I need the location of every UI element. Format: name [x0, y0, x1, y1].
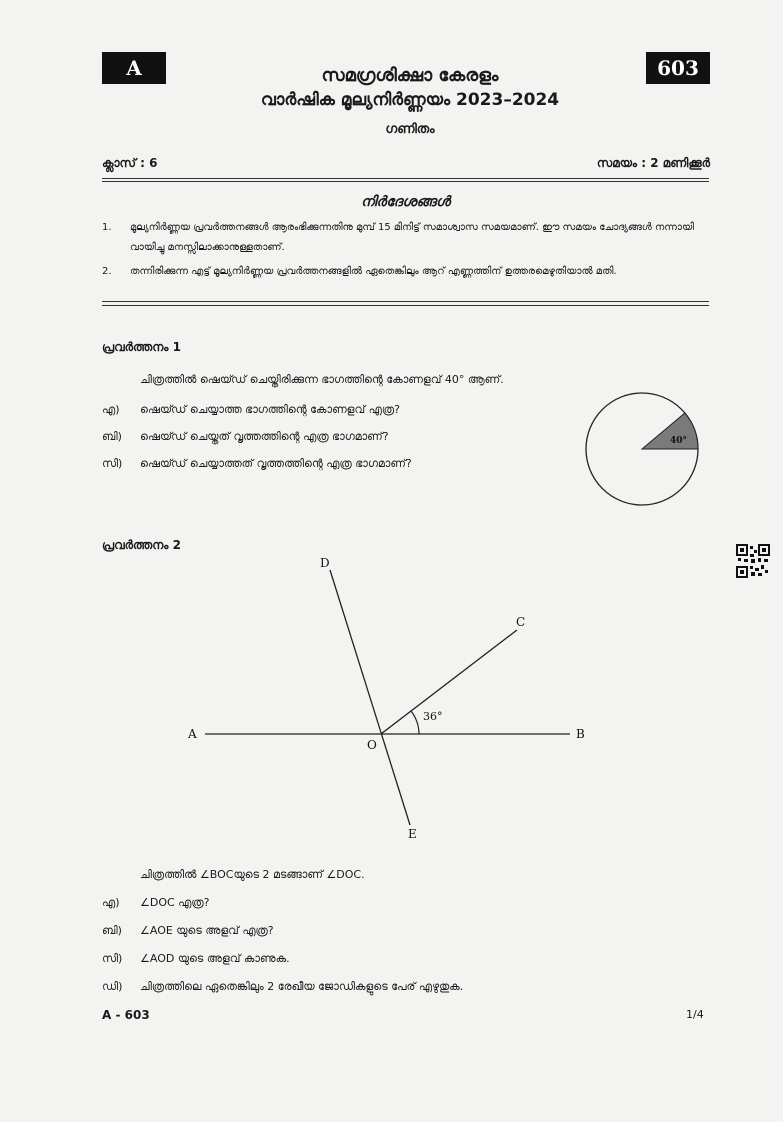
question-text: ∠AOD യുടെ അളവ് കാണുക.	[140, 952, 290, 965]
qr-code-icon	[736, 544, 770, 578]
question-item	[102, 980, 463, 994]
question-text: ഷെയ്ഡ് ചെയ്യാത്തത് വൃത്തത്തിന്റെ എത്ര ഭാഗമാണ്?	[140, 457, 412, 470]
instruction-number: 2.	[102, 266, 112, 277]
divider	[102, 178, 709, 179]
page-title: സമഗ്രശിക്ഷാ കേരളം	[321, 65, 499, 86]
subject-title: ഗണിതം	[385, 122, 435, 137]
question-label: സി)	[102, 952, 123, 965]
question-label: എ)	[102, 896, 120, 909]
point-d-label: D	[320, 556, 330, 570]
question-item	[102, 896, 209, 910]
divider	[102, 305, 709, 306]
question-item	[102, 430, 389, 444]
instruction-item	[102, 218, 709, 258]
point-e-label: E	[408, 827, 417, 841]
question-label: ബി)	[102, 430, 122, 443]
exam-title: വാർഷിക മൂല്യനിർണ്ണയം 2023–2024	[260, 90, 560, 110]
question-item	[102, 403, 400, 417]
question-text: ഷെയ്ഡ് ചെയ്തത് വൃത്തത്തിന്റെ എത്ര ഭാഗമാണ്?	[140, 430, 389, 443]
circle-figure	[580, 385, 705, 510]
instruction-text: മൂല്യനിർണ്ണയ പ്രവർത്തനങ്ങൾ ആരംഭിക്കുന്നതിനു മുമ്പ് 15 മിനിട്ട് സമാശ്വാസ സമയമാണ്. ഈ സമയം ചോദ്യങ്ങൾ നന്നായി വായിച്ചു മനസ്സിലാക്കാനുള്ളതാണ്.	[130, 222, 694, 253]
question-item	[102, 924, 274, 938]
instruction-item	[102, 262, 709, 282]
question-text: ഷെയ്ഡ് ചെയ്യാത്ത ഭാഗത്തിന്റെ കോണളവ് എത്ര?	[140, 403, 400, 416]
instruction-number: 1.	[102, 222, 112, 233]
question-item	[102, 952, 290, 966]
activity-2-intro: ചിത്രത്തിൽ ∠BOCയുടെ 2 മടങ്ങാണ് ∠DOC.	[140, 868, 365, 881]
divider	[102, 301, 709, 302]
question-label: സി)	[102, 457, 123, 470]
paper-code-badge-right: 603	[646, 52, 710, 84]
question-text: ∠AOE യുടെ അളവ് എത്ര?	[140, 924, 274, 937]
question-label: എ)	[102, 403, 120, 416]
point-a-label: A	[188, 727, 197, 741]
time-label: സമയം : 2 മണിക്കൂർ	[596, 156, 710, 170]
line-de	[330, 570, 410, 825]
footer-paper-code: A - 603	[102, 1008, 150, 1022]
angle-arc	[411, 711, 419, 734]
class-label: ക്ലാസ് : 6	[102, 156, 158, 170]
point-c-label: C	[516, 615, 526, 629]
divider	[102, 181, 709, 182]
activity-2-heading: പ്രവർത്തനം 2	[102, 538, 181, 552]
ray-oc	[381, 630, 517, 734]
activity-1-heading: പ്രവർത്തനം 1	[102, 340, 181, 354]
paper-code-badge-left: A	[102, 52, 166, 84]
question-item	[102, 457, 412, 471]
sector-angle-label: 40°	[670, 436, 688, 446]
angle-figure	[180, 550, 600, 850]
angle-label: 36°	[423, 710, 443, 723]
question-label: ഡി)	[102, 980, 123, 993]
instructions-heading: നിർദേശങ്ങൾ	[360, 194, 451, 210]
question-text: ചിത്രത്തിലെ ഏതെങ്കിലും 2 രേഖീയ ജോഡികളുടെ പേര് എഴുതുക.	[140, 980, 464, 993]
point-o-label: O	[367, 738, 377, 752]
question-text: ∠DOC എത്ര?	[140, 896, 210, 909]
point-b-label: B	[576, 727, 585, 741]
question-label: ബി)	[102, 924, 122, 937]
page-number: 1/4	[686, 1008, 704, 1021]
activity-1-intro: ചിത്രത്തിൽ ഷെയ്ഡ് ചെയ്തിരിക്കുന്ന ഭാഗത്തിന്റെ കോണളവ് 40° ആണ്.	[140, 373, 504, 386]
instruction-text: തന്നിരിക്കുന്ന എട്ട് മൂല്യനിർണ്ണയ പ്രവർത്തനങ്ങളിൽ ഏതെങ്കിലും ആറ് എണ്ണത്തിന് ഉത്തരമെഴുതിയാൽ മതി.	[130, 266, 617, 277]
